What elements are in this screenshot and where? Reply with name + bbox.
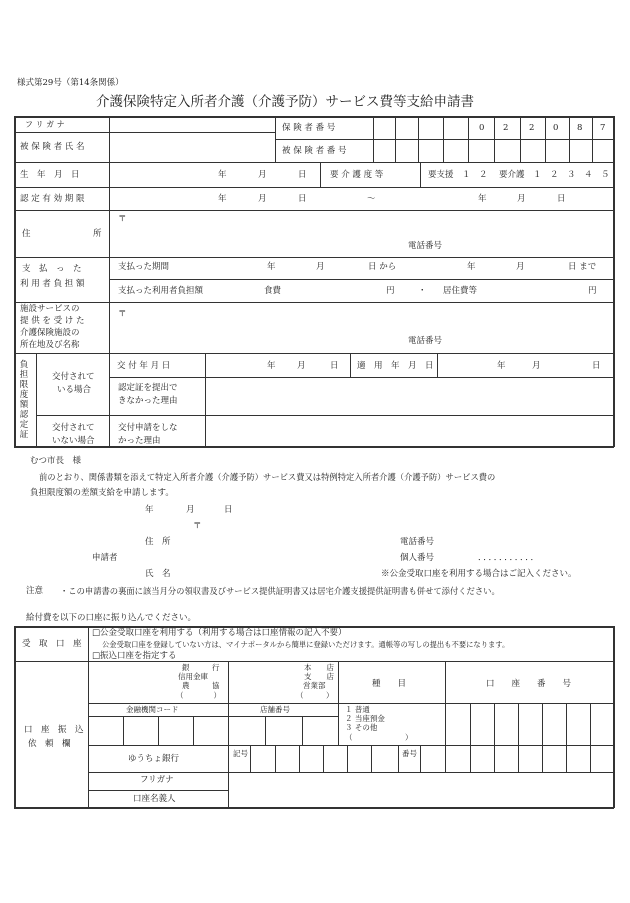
paid-burden-amount-label: 支払った利用者負担額 [118,286,204,296]
support-options: 要支援 １ ２ [428,170,488,180]
app-address-label: 住 所 [145,537,171,547]
insured-name-label: 被 保 険 者 氏 名 [20,142,85,152]
branch-code-label: 店舗番号 [260,705,290,714]
facility-label-1: 施設サービスの [20,304,80,314]
public-account-guidance: 公金受取口座を登録していない方は、マイナポータルから簡単に登録いただけます。通帳等の写しの提出も不要になります。 [102,640,510,649]
issue-year: 年 [267,361,276,371]
address-label-1: 住 [22,229,31,239]
app-year: 年 [145,505,154,515]
type-ordinary: １ 普通 [345,705,370,714]
account-number-label: 口 座 番 号 [486,679,572,689]
range-tilde: 〜 [367,194,376,204]
form-title: 介護保険特定入所者介護（介護予防）サービス費等支給申請書 [96,94,474,110]
reason-not-submitted-2: きなかった理由 [118,396,178,406]
table-top-border [14,116,614,118]
insurer-number-label: 保 険 者 番 号 [282,123,336,133]
period-start-year: 年 [267,262,276,272]
postal-mark: 〒 [118,214,127,224]
receive-account-label: 受 取 口 座 [22,639,82,649]
residence-cost-label: 居住費等 [443,286,478,296]
yucho-symbol-label: 記号 [233,749,248,758]
branch-type-branch: 支 店 [304,672,334,681]
address-label-2: 所 [93,229,102,239]
issued-label-1: 交付されて [52,372,95,382]
type-current: ２ 当座預金 [345,714,385,723]
food-cost-label: 食費 [264,286,282,296]
table-left-border [14,116,16,447]
birth-day: 日 [298,170,307,180]
table-right-border [613,116,615,447]
insurer-digit-5: 8 [577,123,583,133]
app-day: 日 [224,505,233,515]
branch-type-head: 本 店 [304,663,334,672]
app-name-label: 氏 名 [145,569,171,579]
account-transfer-label-1: 口 座 振 込 [24,725,84,735]
bank-type-bank: 銀 行 [182,663,220,672]
type-other-paren: （ ） [345,733,413,742]
insurer-digit-6: 7 [600,123,606,133]
insurer-digit-2: 2 [503,123,509,133]
phone-label: 電話番号 [408,241,443,251]
issue-date-label: 交 付 年 月 日 [117,361,171,371]
validity-end-day: 日 [557,194,566,204]
issue-month: 月 [297,361,306,371]
care-level-label: 要 介 護 度 等 [330,170,384,180]
app-phone-label: 電話番号 [400,537,435,547]
facility-label-3: 介護保険施設の [20,328,80,338]
account-type-label: 種 目 [372,679,407,689]
transfer-intro: 給付費を以下の口座に振り込んでください。 [26,613,197,623]
period-start-month: 月 [316,262,325,272]
facility-label-2: 提 供 を 受 け た [20,316,85,326]
validity-end-month: 月 [517,194,526,204]
option-public-account[interactable]: □公金受取口座を利用する（利用する場合は口座情報の記入不要） [92,628,347,638]
birth-month: 月 [258,170,267,180]
bank-type-credit-union: 信用金庫 [178,672,208,681]
yucho-number-label: 番号 [402,749,417,758]
branch-type-other: （ ） [296,691,334,700]
branch-type-sales: 営業部 [303,681,326,690]
institution-code-label: 金融機関コード [126,705,179,714]
facility-label-4: 所在地及び名称 [20,340,80,350]
apply-day: 日 [592,361,601,371]
application-body-2: 負担限度額の差額支給を申請します。 [30,488,174,498]
reason-not-submitted-1: 認定証を提出で [118,383,178,393]
validity-start-year: 年 [218,194,227,204]
validity-label: 認 定 有 効 期 限 [20,194,85,204]
period-from: 日 から [368,262,397,272]
apply-month: 月 [532,361,541,371]
furigana-label: フ リ ガ ナ [25,120,65,129]
not-issued-label-2: いない場合 [52,436,95,446]
paid-burden-label-1: 支 払 っ た [22,264,82,274]
care-options: 要介護 １ ２ ３ ４ ５ [499,170,610,180]
period-end-month: 月 [516,262,525,272]
validity-start-month: 月 [258,194,267,204]
insurer-digit-1: 0 [479,123,485,133]
app-postal-mark: 〒 [193,521,202,531]
facility-postal-mark: 〒 [118,309,127,319]
mynumber-label: 個人番号 [400,553,435,563]
reason-not-applied-2: かった理由 [118,436,161,446]
application-body-1: 前のとおり、関係書類を添えて特定入所者介護（介護予防）サービス費又は特例特定入所者介護（介護予防）サービス費の [39,472,496,482]
apply-date-label: 適 用 年 月 日 [357,361,434,371]
issue-day: 日 [330,361,339,371]
bank-type-other: （ ） [176,691,221,700]
yucho-bank-label: ゆうちょ銀行 [128,754,180,764]
yen-unit-1: 円 [386,286,395,296]
account-holder-label: 口座名義人 [133,794,176,804]
period-end-year: 年 [467,262,476,272]
public-account-note: ※公金受取口座を利用する場合はご記入ください。 [381,569,577,579]
validity-start-day: 日 [298,194,307,204]
mynumber-dots: ．．．．．．．．．．． [478,553,541,563]
mayor-addressee: むつ市長 様 [30,456,82,466]
app-month: 月 [186,505,195,515]
paid-burden-label-2: 利 用 者 負 担 額 [20,279,85,289]
birth-date-label: 生 年 月 日 [20,170,80,180]
form-number: 様式第29号（第14条関係） [17,78,124,88]
separator-dot: ・ [418,286,427,296]
birth-year: 年 [218,170,227,180]
reason-not-applied-1: 交付申請をしな [118,423,178,433]
facility-phone-label: 電話番号 [408,336,443,346]
period-until: 日 まで [568,262,597,272]
apply-year: 年 [497,361,506,371]
insured-number-label: 被 保 険 者 番 号 [282,146,347,156]
bank-type-agri: 農 協 [182,681,220,690]
applicant-label: 申請者 [92,553,118,563]
type-other: ３ その他 [345,723,378,732]
validity-end-year: 年 [478,194,487,204]
yen-unit-2: 円 [588,286,597,296]
option-specify-account[interactable]: □振込口座を指定する [92,651,177,661]
not-issued-label-1: 交付されて [52,423,95,433]
burden-limit-cert-label: 負担限度額認定証 [19,360,29,440]
insurer-digit-4: 0 [553,123,559,133]
insurer-digit-3: 2 [529,123,535,133]
paid-period-label: 支払った期間 [118,262,170,272]
holder-furigana-label: フリガナ [140,775,174,785]
notice-label: 注意 [26,586,44,596]
issued-label-2: いる場合 [57,385,92,395]
account-transfer-label-2: 依 頼 欄 [28,739,71,749]
notice-text: ・この申請書の裏面に該当月分の領収書及びサービス提供証明書又は居宅介護支援提供証明書も併せて添付ください。 [60,586,500,596]
